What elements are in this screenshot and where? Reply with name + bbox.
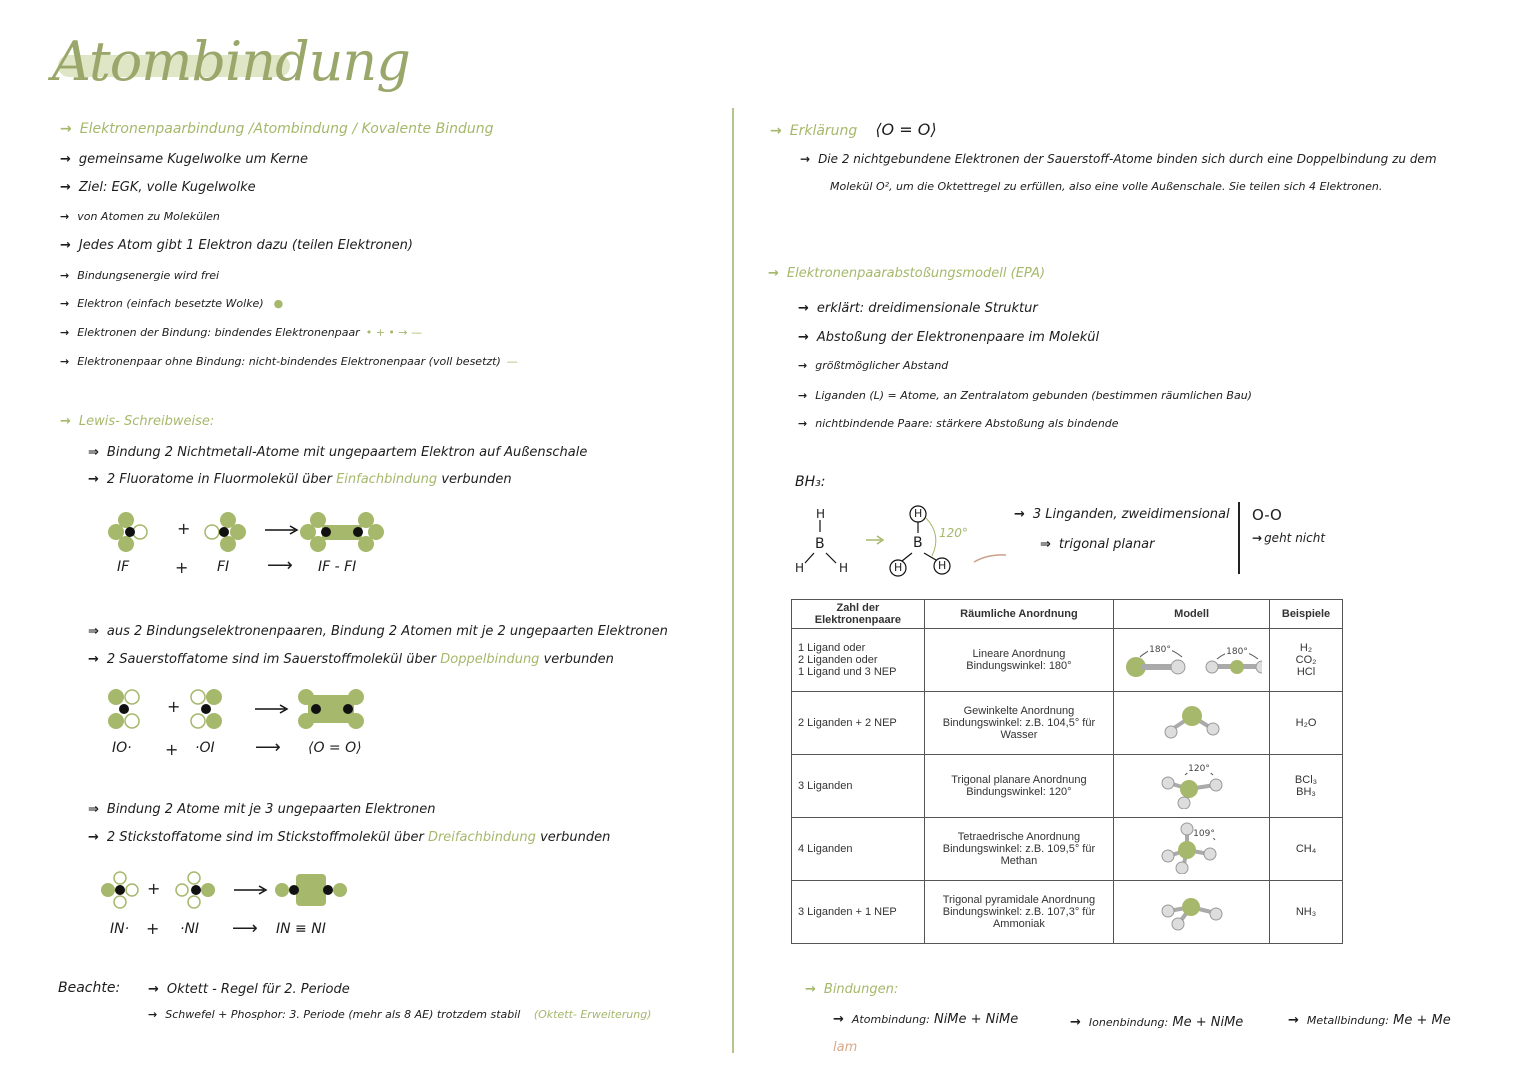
list-item: → Elektronenpaar ohne Bindung: nicht-bindendes Elektronenpaar (voll besetzt) —	[60, 355, 518, 368]
bh3-arrow	[866, 536, 883, 544]
table-row	[792, 755, 1343, 818]
list-item: → Liganden (L) = Atome, an Zentralatom gebunden (bestimmen räumlichen Bau)	[798, 389, 1252, 402]
note-label: Beachte:	[58, 980, 121, 996]
arrow-icon: →	[768, 266, 779, 281]
explanation-text-1: → Die 2 nichtgebundene Elektronen der Sauerstoff-Atome binden sich durch eine Doppelbindung zu dem	[800, 152, 1437, 166]
bond-type-metal: → Metallbindung: Me + Me	[1288, 1013, 1451, 1028]
table-header: Beispiele	[1270, 600, 1343, 629]
list-item: → Elektronen der Bindung: bindendes Elektronenpaar • + • → —	[60, 326, 423, 339]
arrow-icon: →	[798, 301, 809, 316]
bond-type-atom: → Atombindung: NiMe + NiMe	[833, 1012, 1019, 1027]
bh3-atom-h: H	[938, 559, 947, 572]
arrow-icon: →	[88, 652, 99, 667]
oxygen-atom-1	[108, 689, 139, 729]
explanation-text-2: Molekül O², um die Oktettregel zu erfüllen, also eine volle Außenschale. Sie teilen sich 4 Elektronen.	[830, 180, 1383, 193]
section-heading-explanation: → Erklärung ⟨O = O⟩	[770, 120, 937, 139]
arrangement-cell: Trigonal planare Anordnung Bindungswinkel: 120°	[924, 755, 1113, 818]
model-bent	[1157, 700, 1227, 744]
bh3-note-1: → 3 Linganden, zweidimensional	[1014, 507, 1230, 522]
table-row	[792, 818, 1343, 881]
lewis-o2-product: ⟨O = O⟩	[308, 740, 362, 756]
model-cell	[1114, 818, 1270, 881]
note-item: → Schwefel + Phosphor: 3. Periode (mehr als 8 AE) trotzdem stabil (Oktett- Erweiterung)	[148, 1008, 652, 1021]
bh3-atom-b: B	[913, 535, 923, 551]
reaction-arrow-icon: ⟶	[255, 737, 281, 758]
arrow-icon: →	[770, 123, 782, 139]
oxygen-atom-2	[191, 689, 222, 729]
lewis-o-2: ·OI	[195, 740, 215, 756]
table-row	[792, 881, 1343, 944]
pairs-cell: 3 Liganden + 1 NEP	[792, 881, 925, 944]
lewis-n-2: ·NI	[180, 921, 200, 937]
arrow-icon: →	[800, 152, 811, 166]
list-item: → Ziel: EGK, volle Kugelwolke	[60, 180, 256, 195]
examples-cell: H₂ CO₂ HCl	[1270, 629, 1343, 692]
implies-triple: ⇒ Bindung 2 Atome mit je 3 ungepaarten Elektronen	[88, 802, 436, 817]
note-item: → Oktett - Regel für 2. Periode	[148, 982, 350, 997]
triple-bond-line: → 2 Stickstoffatome sind im Stickstoffmolekül über Dreifachbindung verbunden	[88, 830, 611, 845]
bh3-atom-h: H	[894, 561, 903, 574]
nitrogen-orbital-diagram	[98, 870, 368, 910]
table-header: Modell	[1114, 600, 1270, 629]
section-heading-lewis: → Lewis- Schreibweise:	[60, 414, 215, 429]
author-mark: lam	[833, 1040, 858, 1055]
column-divider	[732, 108, 734, 1053]
fluorine-molecule	[300, 512, 384, 552]
table-header-row	[792, 600, 1343, 629]
bh3-atom-h: H	[816, 507, 826, 521]
arrow-icon: →	[88, 472, 99, 487]
fluorine-atom-1	[108, 512, 147, 552]
nitrogen-molecule	[275, 874, 347, 906]
examples-cell: CH₄	[1270, 818, 1343, 881]
plus-sign: +	[147, 879, 161, 898]
arrow-icon: →	[805, 982, 816, 997]
lewis-f-2: FI	[217, 559, 230, 575]
arrow-icon: →	[148, 1008, 158, 1021]
lone-pair-icon: —	[506, 355, 518, 368]
bh3-atom-h: H	[839, 561, 849, 575]
implies-double: ⇒ aus 2 Bindungselektronenpaaren, Bindung 2 Atomen mit je 2 ungepaarten Elektronen	[88, 624, 668, 639]
table-row	[792, 692, 1343, 755]
list-item: → Abstoßung der Elektronenpaare im Molekül	[798, 330, 1100, 345]
page-title: Atombindung	[52, 30, 410, 93]
arrow-icon: →	[60, 210, 70, 223]
bh3-atom-h: H	[914, 507, 923, 520]
pairs-cell: 2 Liganden + 2 NEP	[792, 692, 925, 755]
arrow-icon: →	[60, 152, 71, 167]
lewis-n2-product: IN ≡ NI	[276, 921, 326, 937]
arrow-icon: →	[1014, 507, 1025, 522]
bh3-label: BH₃:	[795, 474, 826, 490]
list-item: → größtmöglicher Abstand	[798, 359, 949, 372]
pairs-cell: 1 Ligand oder 2 Liganden oder 1 Ligand und 3 NEP	[792, 629, 925, 692]
nitrogen-atom-2	[176, 872, 215, 908]
arrow-icon: →	[798, 417, 808, 430]
lewis-f-1: IF	[117, 559, 130, 575]
bh3-note-2: ⇒ trigonal planar	[1040, 537, 1155, 552]
single-bond-line: → 2 Fluoratome in Fluormolekül über Einfachbindung verbunden	[88, 472, 512, 487]
examples-cell: BCl₃ BH₃	[1270, 755, 1343, 818]
model-tetrahedral	[1157, 822, 1227, 874]
pairs-cell: 4 Liganden	[792, 818, 925, 881]
table-header: Zahl der Elektronenpaare	[792, 600, 925, 629]
implies-single: ⇒ Bindung 2 Nichtmetall-Atome mit ungepaartem Elektron auf Außenschale	[88, 445, 588, 460]
table-row	[792, 629, 1343, 692]
arrangement-cell: Trigonal pyramidale Anordnung Bindungswinkel: z.B. 107,3° für Ammoniak	[924, 881, 1113, 944]
double-bond-line: → 2 Sauerstoffatome sind im Sauerstoffmolekül über Doppelbindung verbunden	[88, 652, 614, 667]
arrow-icon: →	[60, 121, 72, 137]
reaction-arrow-icon: ⟶	[232, 918, 258, 939]
model-cell	[1114, 755, 1270, 818]
arrow-icon: →	[60, 414, 71, 429]
arrow-icon: →	[60, 297, 70, 310]
arrangement-cell: Gewinkelte Anordnung Bindungswinkel: z.B. 104,5° für Wasser	[924, 692, 1113, 755]
lewis-o-1: IO·	[112, 740, 132, 756]
arrangement-cell: Lineare Anordnung Bindungswinkel: 180°	[924, 629, 1113, 692]
bh3-separator	[1238, 502, 1240, 574]
arrow-icon: →	[1252, 531, 1263, 545]
reaction-arrow-icon: ⟶	[267, 555, 293, 576]
oxygen-molecule	[298, 689, 364, 729]
implies-icon: ⇒	[1040, 537, 1051, 552]
pairs-cell: 3 Liganden	[792, 755, 925, 818]
arrow-icon: →	[798, 359, 808, 372]
list-item: → Elektron (einfach besetzte Wolke) ●	[60, 297, 284, 310]
epa-table	[791, 599, 1343, 944]
model-cell	[1114, 692, 1270, 755]
arrow-icon: →	[60, 326, 70, 339]
implies-icon: ⇒	[88, 445, 99, 460]
plus-sign: +	[177, 519, 191, 538]
implies-icon: ⇒	[88, 802, 99, 817]
arrow-icon: →	[60, 269, 70, 282]
section-heading-epa: → Elektronenpaarabstoßungsmodell (EPA)	[768, 266, 1046, 281]
model-cell	[1114, 881, 1270, 944]
single-electron-dot-icon: ●	[273, 297, 284, 310]
arrow-icon: →	[833, 1012, 844, 1027]
section-heading-bonding: → Elektronenpaarbindung /Atombindung / Kovalente Bindung	[60, 121, 494, 137]
list-item: → nichtbindende Paare: stärkere Abstoßung als bindende	[798, 417, 1119, 430]
model-angle-label: 120°	[1187, 763, 1210, 774]
model-angle-label: 180°	[1148, 644, 1171, 655]
fluorine-atom-2	[205, 512, 246, 552]
examples-cell: H₂O	[1270, 692, 1343, 755]
list-item: → von Atomen zu Molekülen	[60, 210, 220, 223]
arrow-icon: →	[60, 355, 70, 368]
section-heading-bonds: → Bindungen:	[805, 982, 899, 997]
model-angle-label: 109°	[1192, 828, 1215, 839]
lewis-f2-product: IF - FI	[318, 559, 357, 575]
model-trigonal	[1157, 761, 1227, 809]
arrow-icon: →	[88, 830, 99, 845]
arrow-icon: →	[148, 982, 159, 997]
examples-cell: NH₃	[1270, 881, 1343, 944]
list-item: → gemeinsame Kugelwolke um Kerne	[60, 152, 309, 167]
implies-icon: ⇒	[88, 624, 99, 639]
plus-sign: +	[175, 558, 189, 577]
arrow-icon: →	[1070, 1015, 1081, 1030]
plus-sign: +	[146, 919, 160, 938]
arrow-icon: →	[60, 238, 71, 253]
pen-stroke	[974, 555, 1006, 562]
list-item: → erklärt: dreidimensionale Struktur	[798, 301, 1038, 316]
model-cell	[1114, 629, 1270, 692]
bh3-atom-b: B	[815, 536, 825, 552]
arrow-icon: →	[60, 180, 71, 195]
arrow-icon: →	[798, 330, 809, 345]
model-linear	[1122, 637, 1262, 681]
model-angle-label: 180°	[1225, 646, 1248, 657]
model-pyramidal	[1157, 889, 1227, 933]
arrow-icon: →	[798, 389, 808, 402]
arrangement-cell: Tetraedrische Anordnung Bindungswinkel: z.B. 109,5° für Methan	[924, 818, 1113, 881]
oo-formula: O-O	[1252, 506, 1282, 524]
arrow-icon: →	[1288, 1013, 1299, 1028]
bh3-atom-h: H	[795, 561, 805, 575]
lewis-n-1: IN·	[110, 921, 130, 937]
bond-type-ion: → Ionenbindung: Me + NiMe	[1070, 1015, 1244, 1030]
plus-sign: +	[167, 697, 181, 716]
plus-sign: +	[165, 740, 179, 759]
oo-note: → geht nicht	[1252, 531, 1326, 545]
nitrogen-atom-1	[101, 872, 138, 908]
table-header: Räumliche Anordnung	[924, 600, 1113, 629]
oxygen-orbital-diagram	[100, 685, 400, 735]
list-item: → Bindungsenergie wird frei	[60, 269, 220, 282]
bh3-angle-label: 120°	[939, 526, 968, 540]
list-item: → Jedes Atom gibt 1 Elektron dazu (teilen Elektronen)	[60, 238, 413, 253]
electron-pair-icon: • + • → —	[365, 326, 423, 339]
